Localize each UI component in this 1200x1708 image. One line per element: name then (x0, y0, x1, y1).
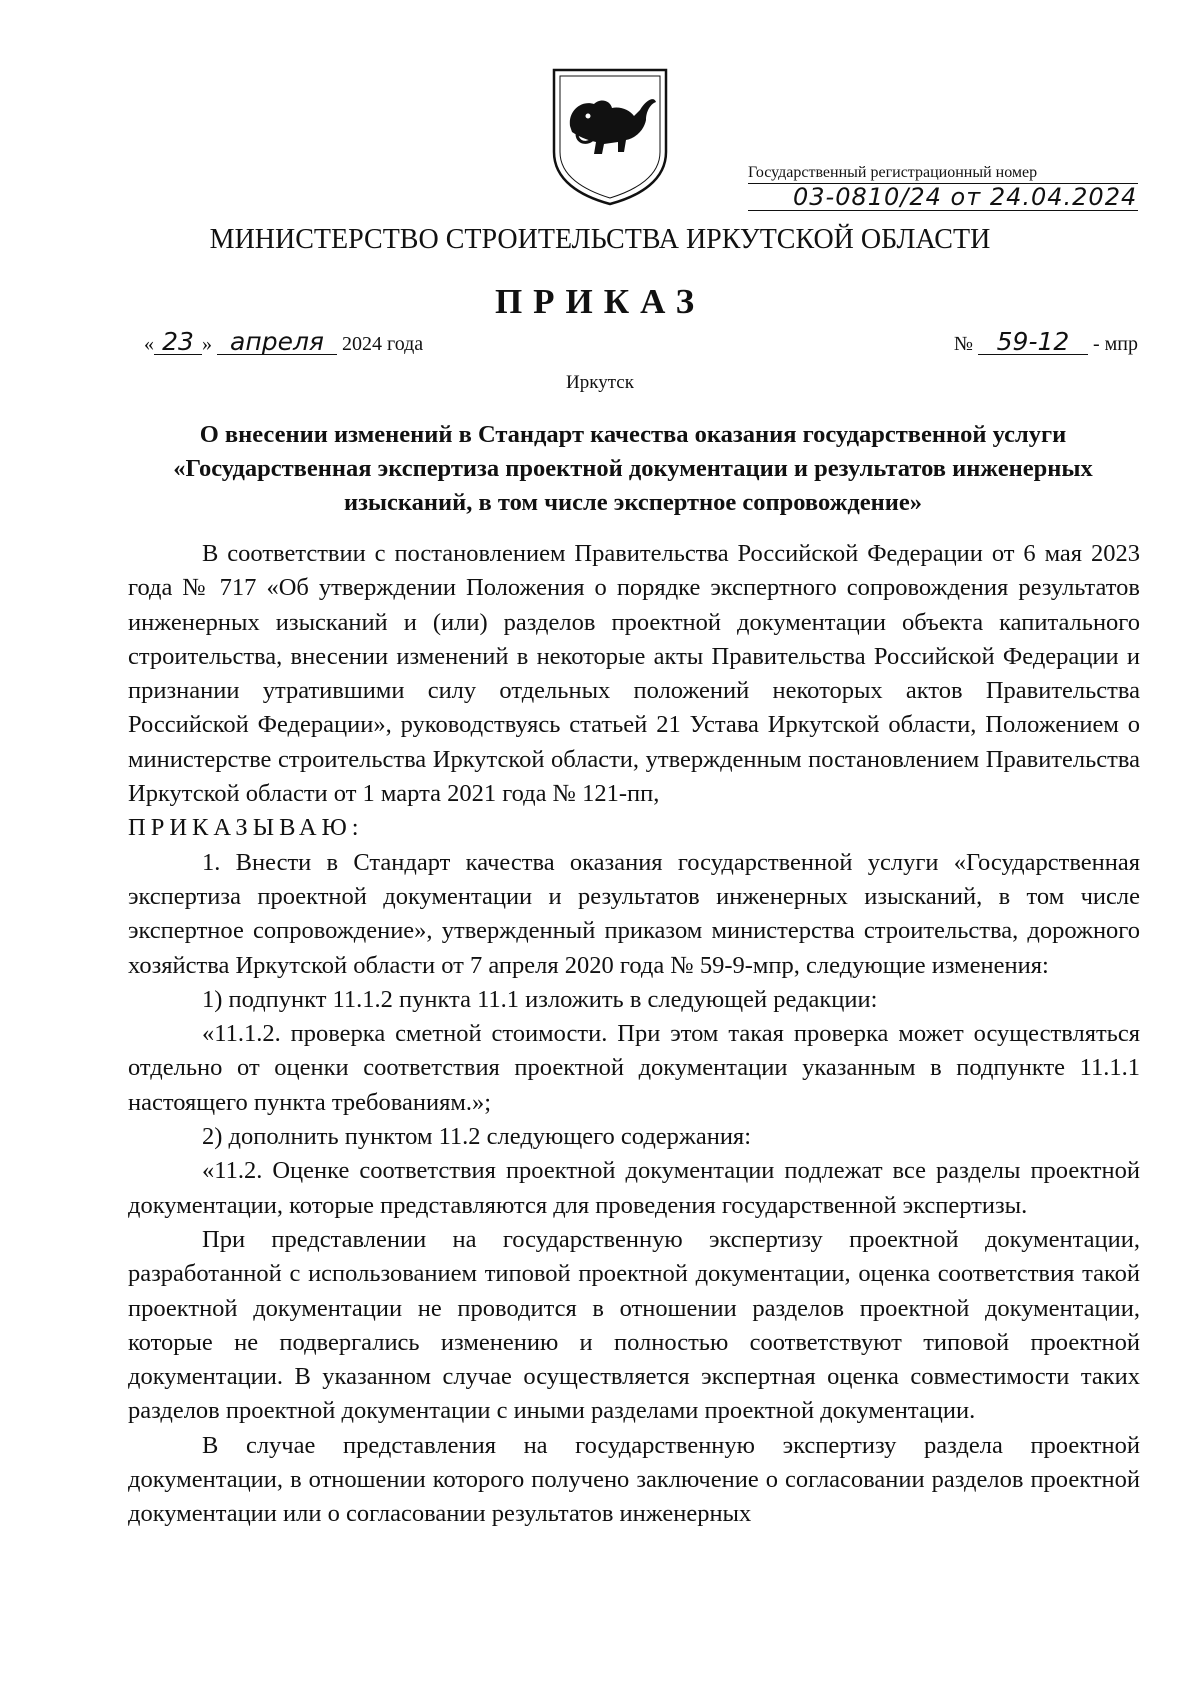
registration-number: 03-0810/24 от 24.04.2024 (748, 184, 1138, 211)
paragraph-subitem-1: 1) подпункт 11.1.2 пункта 11.1 изложить в следующей редакции: (202, 985, 878, 1013)
paragraph-typical-docs: При представлении на государственную экспертизу проектной документации, разработанной с использованием типовой проектной документации, оценка соответствия такой проектной документации не проводится в отношении разделов проектной документации, которые не подвергались изменению и полностью соответствуют типовой проектной документации. В указанном случае осуществляется экспертная оценка совместимости таких разделов проектной документации с иными разделами проектной документации. (128, 1225, 1140, 1425)
document-body (128, 537, 1140, 1532)
date-open-quote: « (144, 333, 154, 355)
date-close-quote: » (202, 333, 212, 355)
paragraph-subitem-2: 2) дополнить пунктом 11.2 следующего содержания: (202, 1123, 752, 1151)
document-type-heading: ПРИКАЗ (494, 282, 706, 321)
date-day: 23 (154, 330, 202, 355)
paragraph-order-word: ПРИКАЗЫВАЮ: (128, 814, 364, 842)
registration-label: Государственный регистрационный номер (748, 164, 1138, 184)
document-number (953, 327, 1138, 356)
paragraph-item-1: 1. Внести в Стандарт качества оказания государственной услуги «Государственная экспертиза проектной документации и результатов инженерных изысканий, в том числе экспертное сопровождение», утвержденный приказом министерства строительства, дорожного хозяйства Иркутской области от 7 апреля 2020 года № 59-9-мпр, следующие изменения: (128, 848, 1140, 979)
ministry-heading: МИНИСТЕРСТВО СТРОИТЕЛЬСТВА ИРКУТСКОЙ ОБЛАСТИ (209, 224, 991, 255)
date-month: апреля (217, 330, 337, 355)
city-name: Иркутск (566, 372, 634, 393)
document-date (144, 327, 424, 356)
paragraph-section-submission: В случае представления на государственную экспертизу раздела проектной документации, в отношении которого получено заключение о согласовании разделов проектной документации или о согласовании результатов инженерных (128, 1431, 1140, 1528)
number-prefix: № (953, 333, 973, 355)
paragraph-quote-11-1-2: «11.1.2. проверка сметной стоимости. При этом такая проверка может осуществляться отдельно от оценки соответствия проектной документации указанным в подпункте 11.1.1 настоящего пункта требованиям.»; (128, 1020, 1140, 1116)
number-value: 59-12 (978, 330, 1088, 355)
paragraph-quote-11-2: «11.2. Оценке соответствия проектной документации подлежат все разделы проектной документации, которые представляются для проведения государственной экспертизы. (128, 1157, 1140, 1219)
coat-of-arms-emblem (548, 66, 672, 208)
paragraph-preamble: В соответствии с постановлением Правительства Российской Федерации от 6 мая 2023 года № 717 «Об утверждении Положения о порядке экспертного сопровождения результатов инженерных изысканий и (или) разделов проектной документации объекта капитального строительства, внесении изменений в некоторые акты Правительства Российской Федерации и признании утратившими силу отдельных положений некоторых актов Правительства Российской Федерации», руководствуясь статьей 21 Устава Иркутской области, Положением о министерстве строительства Иркутской области, утвержденным постановлением Правительства Иркутской области от 1 марта 2021 года № 121-пп, (128, 540, 1140, 808)
number-suffix: - мпр (1092, 333, 1138, 355)
document-title: О внесении изменений в Стандарт качества оказания государственной услуги «Государственная экспертиза проектной документации и результатов инженерных изысканий, в том числе экспертное сопровождение» (173, 421, 1093, 516)
date-year: 2024 года (342, 333, 424, 355)
registration-block (748, 164, 1138, 211)
